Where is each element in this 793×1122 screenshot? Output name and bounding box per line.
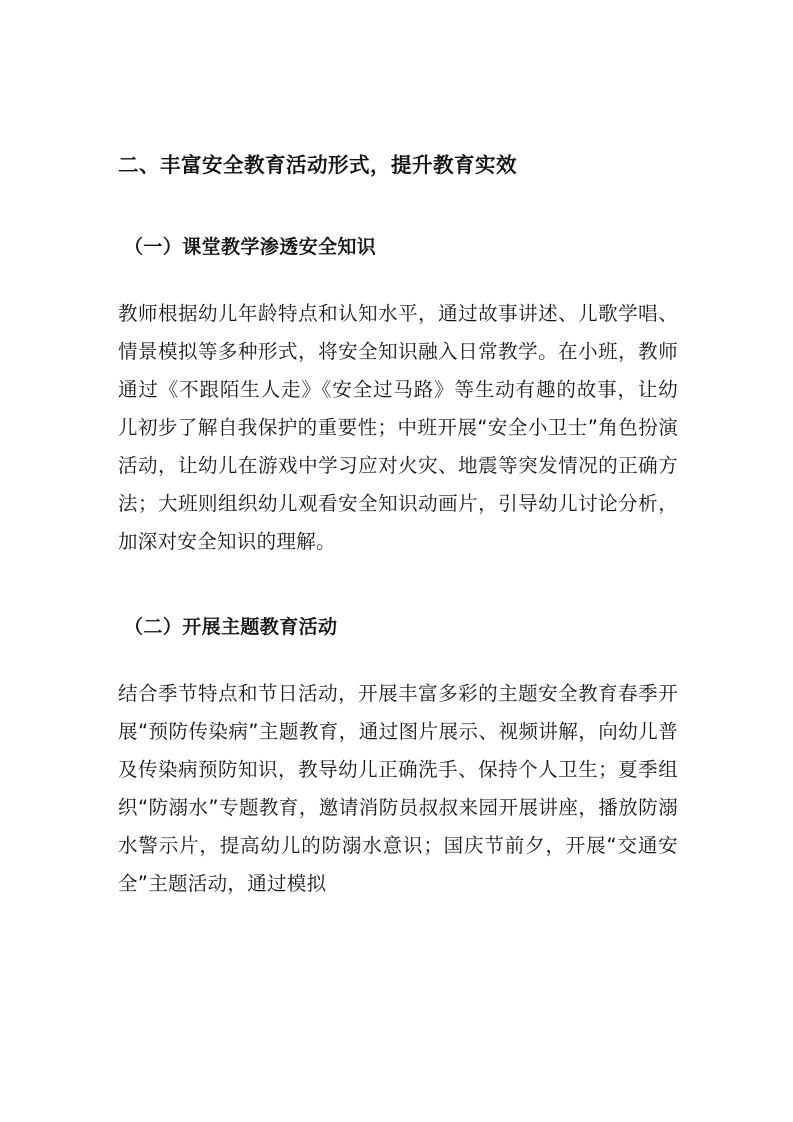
subsection-2-paragraph: 结合季节特点和节日活动，开展丰富多彩的主题安全教育春季开展“预防传染病”主题教育，通过图片展示、视频讲解，向幼儿普及传染病预防知识，教导幼儿正确洗手、保持个人卫生；夏季组织“防溺水”专题教育，邀请消防员叔叔来园开展讲座，播放防溺水警示片，提高幼儿的防溺水意识；国庆节前夕，开展“交通安全”主题活动，通过模拟: [118, 681, 678, 895]
subsection-1-paragraph: 教师根据幼儿年龄特点和认知水平，通过故事讲述、儿歌学唱、情景模拟等多种形式，将安全知识融入日常教学。在小班，教师通过《不跟陌生人走》《安全过马路》等生动有趣的故事，让幼儿初步了解自我保护的重要性；中班开展“安全小卫士”角色扮演活动，让幼儿在游戏中学习应对火灾、地震等突发情况的正确方法；大班则组织幼儿观看安全知识动画片，引导幼儿讨论分析，加深对安全知识的理解。: [118, 302, 678, 554]
section-heading: 二、丰富安全教育活动形式，提升教育实效: [118, 153, 517, 177]
subsection-2-heading: （二）开展主题教育活动: [124, 616, 338, 639]
document-body: [118, 150, 678, 903]
subsection-1-heading: （一）课堂教学渗透安全知识: [124, 235, 377, 258]
